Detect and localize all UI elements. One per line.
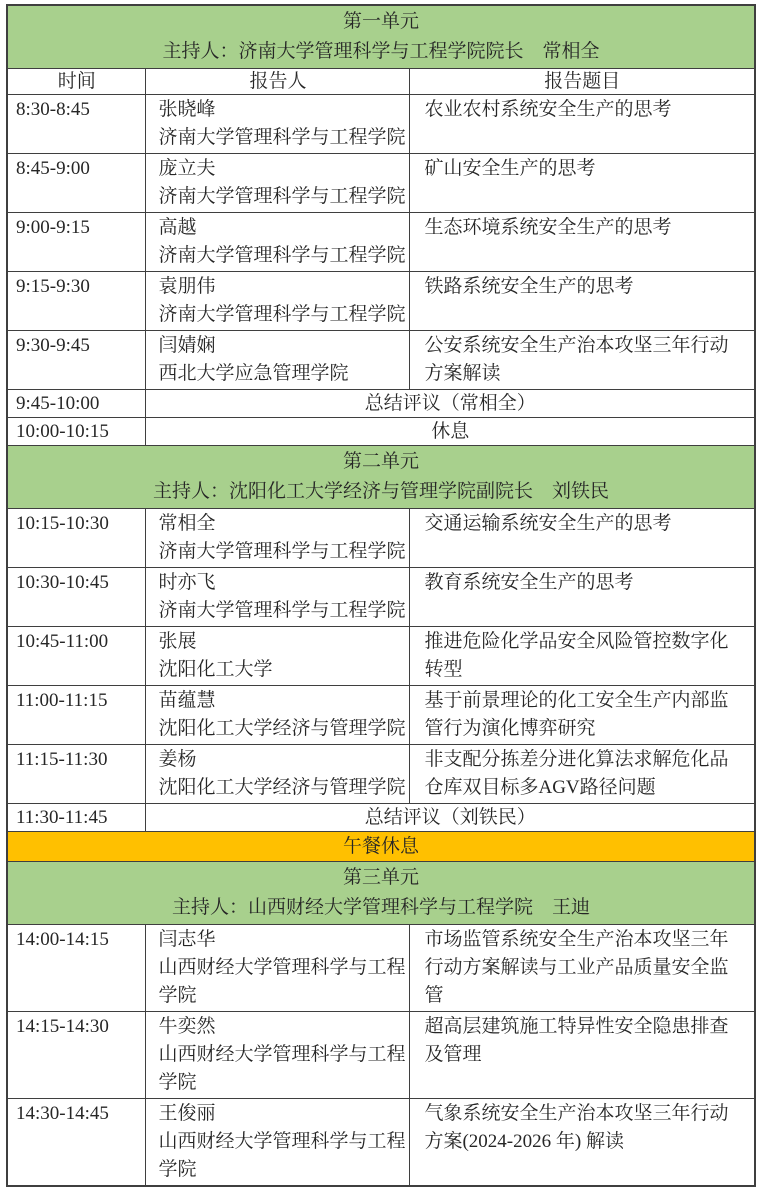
speaker-name: 苗蕴慧: [158, 690, 216, 711]
time-cell: 9:45-10:00: [7, 390, 146, 418]
speaker-name: 闫婧娴: [158, 335, 216, 356]
speaker-cell: [146, 272, 410, 331]
time-cell: 8:45-9:00: [7, 154, 146, 213]
session-header-cell: [7, 5, 755, 69]
speaker-affiliation: 济南大学管理科学与工程学院: [158, 304, 406, 325]
talk-row: [7, 1099, 755, 1187]
talk-row: [7, 331, 755, 390]
topic-cell: 矿山安全生产的思考: [410, 154, 755, 213]
speaker-name: 王俊丽: [158, 1103, 216, 1124]
time-cell: 8:30-8:45: [7, 95, 146, 154]
span-row: [7, 418, 755, 446]
talk-row: [7, 509, 755, 568]
topic-cell: 交通运输系统安全生产的思考: [410, 509, 755, 568]
topic-cell: 公安系统安全生产治本攻坚三年行动方案解读: [410, 331, 755, 390]
session-title: 第一单元: [342, 11, 419, 32]
section-row: [7, 862, 755, 925]
talk-row: [7, 925, 755, 1012]
time-cell: 9:00-9:15: [7, 213, 146, 272]
speaker-name: 张晓峰: [158, 99, 216, 120]
topic-cell: 基于前景理论的化工安全生产内部监管行为演化博弈研究: [410, 686, 755, 745]
merged-note-cell: 总结评议（常相全）: [146, 390, 755, 418]
speaker-cell: [146, 154, 410, 213]
topic-cell: 生态环境系统安全生产的思考: [410, 213, 755, 272]
speaker-name: 张展: [158, 631, 197, 652]
speaker-cell: [146, 925, 410, 1012]
time-cell: 11:00-11:15: [7, 686, 146, 745]
speaker-cell: [146, 686, 410, 745]
speaker-cell: [146, 331, 410, 390]
speaker-name: 时亦飞: [158, 572, 216, 593]
talk-row: [7, 627, 755, 686]
talk-row: [7, 1012, 755, 1099]
column-header-time: 时间: [7, 69, 146, 95]
speaker-name: 牛奕然: [158, 1016, 216, 1037]
topic-cell: 市场监管系统安全生产治本攻坚三年行动方案解读与工业产品质量安全监管: [410, 925, 755, 1012]
talk-row: [7, 95, 755, 154]
talk-row: [7, 686, 755, 745]
session-host: 主持人：沈阳化工大学经济与管理学院副院长 刘铁民: [152, 481, 609, 502]
time-cell: 11:30-11:45: [7, 804, 146, 832]
time-cell: 11:15-11:30: [7, 745, 146, 804]
speaker-cell: [146, 95, 410, 154]
speaker-affiliation: 济南大学管理科学与工程学院: [158, 245, 406, 266]
speaker-name: 高越: [158, 217, 197, 238]
speaker-affiliation: 山西财经大学管理科学与工程学院: [158, 957, 406, 1006]
column-header-topic: 报告题目: [410, 69, 755, 95]
time-cell: 10:30-10:45: [7, 568, 146, 627]
topic-cell: 超高层建筑施工特异性安全隐患排查及管理: [410, 1012, 755, 1099]
section-row: [7, 5, 755, 69]
merged-note-cell: 休息: [146, 418, 755, 446]
talk-row: [7, 154, 755, 213]
time-cell: 14:00-14:15: [7, 925, 146, 1012]
time-cell: 14:30-14:45: [7, 1099, 146, 1187]
session-header-cell: [7, 862, 755, 925]
speaker-affiliation: 沈阳化工大学经济与管理学院: [158, 718, 406, 739]
speaker-cell: [146, 1099, 410, 1187]
time-cell: 9:30-9:45: [7, 331, 146, 390]
speaker-affiliation: 山西财经大学管理科学与工程学院: [158, 1131, 406, 1180]
session-host: 主持人：济南大学管理科学与工程学院院长 常相全: [162, 41, 600, 62]
session-title: 第二单元: [342, 451, 419, 472]
column-header-speaker: 报告人: [146, 69, 410, 95]
speaker-name: 袁朋伟: [158, 276, 216, 297]
session-header-cell: [7, 446, 755, 509]
talk-row: [7, 272, 755, 331]
talk-row: [7, 745, 755, 804]
lunch-break-cell: 午餐休息: [7, 832, 755, 862]
speaker-affiliation: 济南大学管理科学与工程学院: [158, 186, 406, 207]
time-cell: 9:15-9:30: [7, 272, 146, 331]
columns-row: [7, 69, 755, 95]
time-cell: 10:00-10:15: [7, 418, 146, 446]
speaker-name: 姜杨: [158, 749, 197, 770]
speaker-cell: [146, 1012, 410, 1099]
time-cell: 10:15-10:30: [7, 509, 146, 568]
speaker-name: 庞立夫: [158, 158, 216, 179]
speaker-name: 常相全: [158, 513, 216, 534]
schedule-table-body: [7, 5, 755, 1186]
speaker-affiliation: 济南大学管理科学与工程学院: [158, 541, 406, 562]
speaker-cell: [146, 213, 410, 272]
talk-row: [7, 213, 755, 272]
speaker-cell: [146, 627, 410, 686]
session-title: 第三单元: [342, 867, 419, 888]
session-host: 主持人：山西财经大学管理科学与工程学院 王迪: [171, 897, 590, 918]
topic-cell: 非支配分拣差分进化算法求解危化品仓库双目标多AGV路径问题: [410, 745, 755, 804]
time-cell: 14:15-14:30: [7, 1012, 146, 1099]
speaker-cell: [146, 745, 410, 804]
topic-cell: 铁路系统安全生产的思考: [410, 272, 755, 331]
speaker-affiliation: 济南大学管理科学与工程学院: [158, 600, 406, 621]
speaker-name: 闫志华: [158, 929, 216, 950]
speaker-affiliation: 山西财经大学管理科学与工程学院: [158, 1044, 406, 1093]
topic-cell: 推进危险化学品安全风险管控数字化转型: [410, 627, 755, 686]
topic-cell: 农业农村系统安全生产的思考: [410, 95, 755, 154]
topic-cell: 气象系统安全生产治本攻坚三年行动方案(2024-2026 年) 解读: [410, 1099, 755, 1187]
conference-schedule-table: [6, 4, 756, 1187]
speaker-affiliation: 沈阳化工大学经济与管理学院: [158, 777, 406, 798]
merged-note-cell: 总结评议（刘铁民）: [146, 804, 755, 832]
speaker-affiliation: 西北大学应急管理学院: [158, 363, 349, 384]
speaker-affiliation: 济南大学管理科学与工程学院: [158, 127, 406, 148]
span-row: [7, 390, 755, 418]
talk-row: [7, 568, 755, 627]
time-cell: 10:45-11:00: [7, 627, 146, 686]
topic-cell: 教育系统安全生产的思考: [410, 568, 755, 627]
lunch-row: [7, 832, 755, 862]
speaker-cell: [146, 509, 410, 568]
speaker-cell: [146, 568, 410, 627]
span-row: [7, 804, 755, 832]
speaker-affiliation: 沈阳化工大学: [158, 659, 273, 680]
section-row: [7, 446, 755, 509]
